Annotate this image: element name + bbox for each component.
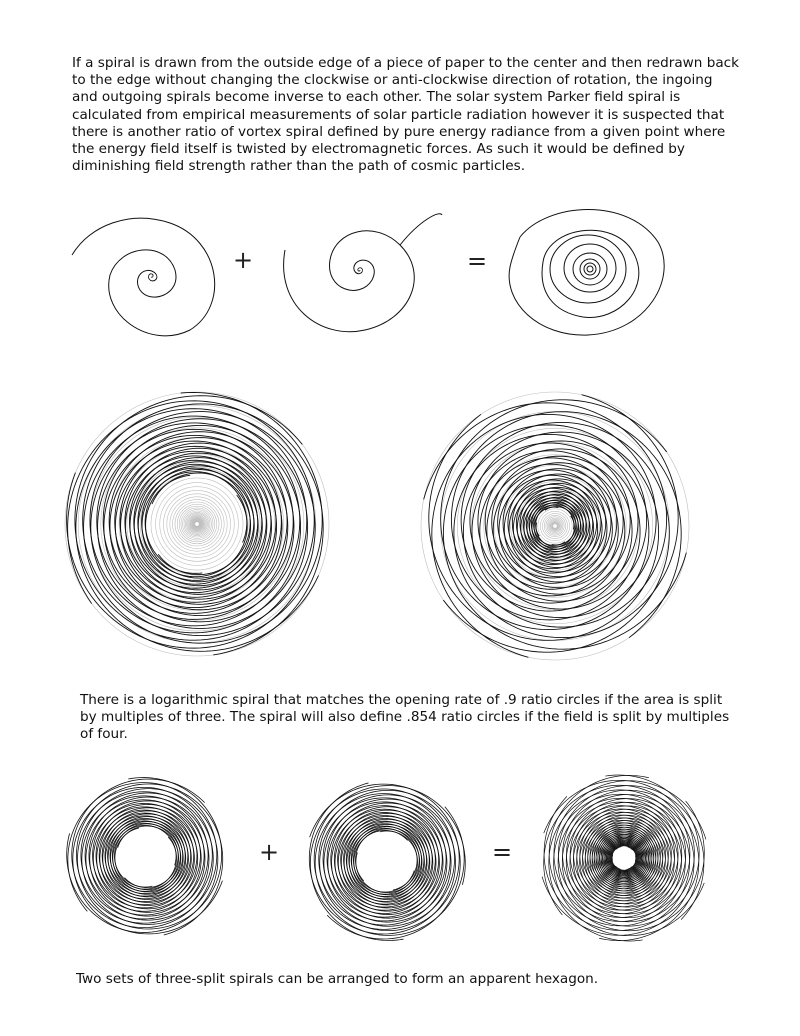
- guide-circle: [552, 523, 557, 528]
- spiral-clockwise-figure: [70, 205, 240, 340]
- guide-circle: [484, 455, 627, 598]
- three-split-spiral-b: [304, 775, 469, 945]
- guide-circle: [441, 412, 670, 641]
- guide-circle: [151, 478, 243, 570]
- intro-paragraph: If a spiral is drawn from the outside edge of a piece of paper to the center and then redrawn back to the edge without changing the clockwise or anti-clockwise direction of rotation, the ingoing and outgoing spirals become inverse to each other. The solar system Parker field spiral is calculated from empirical measurements of solar particle radiation however it is suspected that there is another ratio of vortex spiral defined by pure energy radiance from a given point where the energy field itself is twisted by electromagnetic forces. As such it would be defined by diminishing field strength rather than the path of cosmic particles.: [72, 55, 740, 175]
- combined-ring: [550, 235, 626, 303]
- combined-spiral-figure: [508, 202, 668, 337]
- guide-circle: [540, 511, 569, 540]
- equals-operator: =: [492, 838, 513, 866]
- spiral-clockwise-path: [72, 218, 215, 336]
- guide-circle: [163, 490, 230, 557]
- guide-circle: [544, 515, 565, 536]
- guide-circle: [179, 506, 215, 542]
- spiral-arm: [310, 784, 460, 931]
- spiral-tail: [400, 214, 442, 245]
- guide-circle: [175, 502, 219, 546]
- three-split-spiral-a: [64, 773, 229, 943]
- combined-ring: [573, 253, 607, 285]
- combined-ring: [587, 266, 593, 272]
- guide-circle: [181, 508, 213, 540]
- spiral-counterclockwise-figure: [280, 215, 445, 345]
- combined-inner-curve: [542, 230, 639, 317]
- guide-circle: [553, 524, 557, 528]
- spiral-core: [358, 268, 363, 272]
- logarithmic-paragraph: There is a logarithmic spiral that matches the opening rate of .9 ratio circles if the area is split by multiples of three. The spiral will also define .854 ratio circles if the field is split by multiples of four.: [80, 692, 730, 743]
- guide-circle: [503, 474, 607, 578]
- guide-circle: [186, 513, 207, 534]
- guide-circle: [170, 497, 224, 551]
- three-split-spiral-diagram: [60, 388, 335, 670]
- equals-operator: =: [467, 247, 488, 275]
- combined-ring: [580, 259, 600, 279]
- spiral-counterclockwise-path: [284, 231, 415, 332]
- guide-circle: [531, 502, 578, 549]
- guide-circle: [173, 500, 222, 549]
- guide-circle: [517, 488, 593, 564]
- guide-circle: [195, 522, 199, 526]
- plus-operator: +: [259, 838, 280, 866]
- four-split-spiral-diagram: [418, 388, 693, 670]
- hexagon-paragraph: Two sets of three-split spirals can be arranged to form an apparent hexagon.: [76, 971, 599, 987]
- guide-circle: [184, 511, 210, 537]
- combined-outer-curve: [509, 210, 664, 336]
- spiral-core: [149, 274, 154, 280]
- guide-circle: [542, 513, 567, 538]
- guide-circle: [185, 512, 208, 535]
- guide-circle: [183, 510, 212, 539]
- guide-circle: [167, 494, 227, 554]
- guide-circle: [472, 443, 639, 610]
- plus-operator: +: [233, 246, 254, 274]
- hexagon-spiral-figure: [538, 770, 710, 948]
- guide-circle: [160, 487, 235, 562]
- guide-circle: [177, 504, 217, 544]
- guide-circle: [156, 483, 239, 566]
- guide-circle: [538, 509, 572, 543]
- combined-ring: [584, 263, 596, 275]
